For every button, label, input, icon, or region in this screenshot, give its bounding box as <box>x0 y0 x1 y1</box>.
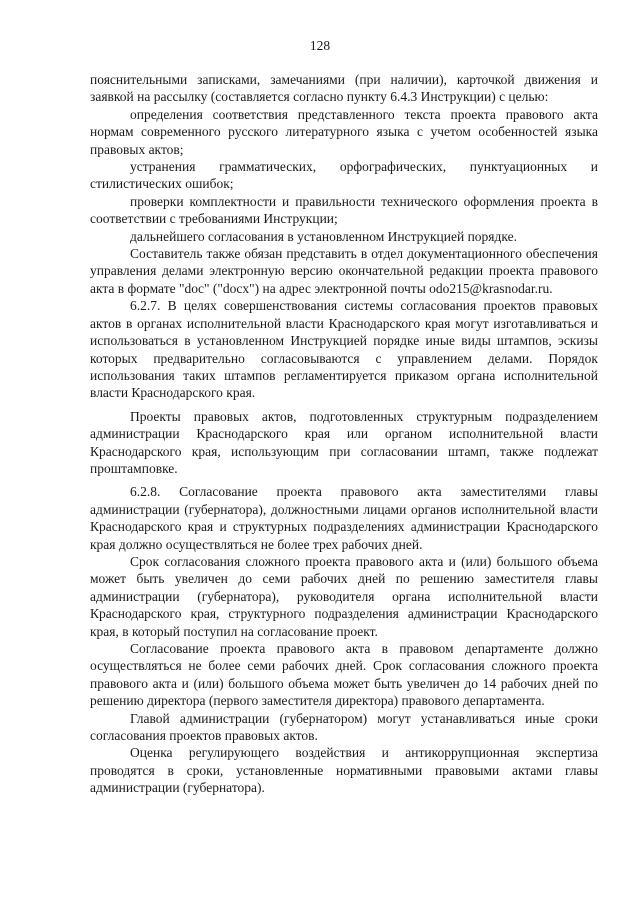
paragraph-purpose-3: проверки комплектности и правильности технического оформления проекта в соответствии с требованиями Инструкции; <box>90 193 598 227</box>
paragraph-electronic-version: Составитель также обязан представить в отдел документационного обеспечения управления делами электронную версию окончательной редакции проекта правового акта в формате "doc" ("docx") на адрес электронной почты odo215@krasnodar.ru. <box>90 246 598 296</box>
paragraph-purpose-1: определения соответствия представленного текста проекта правового акта нормам современного русского литературного языка с учетом особенностей языка правовых актов; <box>90 106 598 157</box>
paragraph-other-terms: Главой администрации (губернатором) могут устанавливаться иные сроки согласования проектов правовых актов. <box>90 710 598 744</box>
document-body <box>90 71 598 797</box>
paragraph-6-2-7: 6.2.7. В целях совершенствования системы согласования проектов правовых актов в органах исполнительной власти Краснодарского края могут изготавливаться и использоваться в установленном Инструкцией порядке иные виды штампов, эскизы которых предварительно согласовываются с управлением делами. Порядок использования таких штампов регламентируется приказом органа исполнительной власти Краснодарского края. <box>90 298 598 401</box>
paragraph-legal-department: Согласование проекта правового акта в правовом департаменте должно осуществляться не более семи рабочих дней. Срок согласования сложного проекта правового акта и (или) большого объема может быть увеличен до 14 рабочих дней по решению директора (первого заместителя директора) правового департамента. <box>90 641 598 709</box>
paragraph-purpose-2: устранения грамматических, орфографических, пунктуационных и стилистических ошибок; <box>90 159 598 192</box>
paragraph-regulatory-assessment: Оценка регулирующего воздействия и антикоррупционная экспертиза проводятся в сроки, установленные нормативными правовыми актами главы администрации (губернатора). <box>90 745 598 796</box>
paragraph-6-2-8: 6.2.8. Согласование проекта правового акта заместителями главы администрации (губернатора), должностными лицами органов исполнительной власти Краснодарского края и структурных подразделениях администрации Краснодарского края должно осуществляться не более трех рабочих дней. <box>90 484 598 552</box>
paragraph-continuation: пояснительными записками, замечаниями (при наличии), карточкой движения и заявкой на рассылку (составляется согласно пункту 6.4.3 Инструкции) с целью: <box>90 72 598 105</box>
page-number: 128 <box>309 38 331 53</box>
paragraph-purpose-4: дальнейшего согласования в установленном Инструкцией порядке. <box>130 228 517 244</box>
paragraph-stamping: Проекты правовых актов, подготовленных структурным подразделением администрации Краснодарского края или органом исполнительной власти Краснодарского края, использующим при согласовании штамп, также подлежат проштамповке. <box>90 408 598 476</box>
paragraph-complex-project-term: Срок согласования сложного проекта правового акта и (или) большого объема может быть увеличен до семи рабочих дней по решению заместителя главы администрации (губернатора), руководителя органа исполнительной власти Краснодарского края, структурного подразделения администрации Краснодарского края, в который поступил на согласование проект. <box>90 553 598 639</box>
